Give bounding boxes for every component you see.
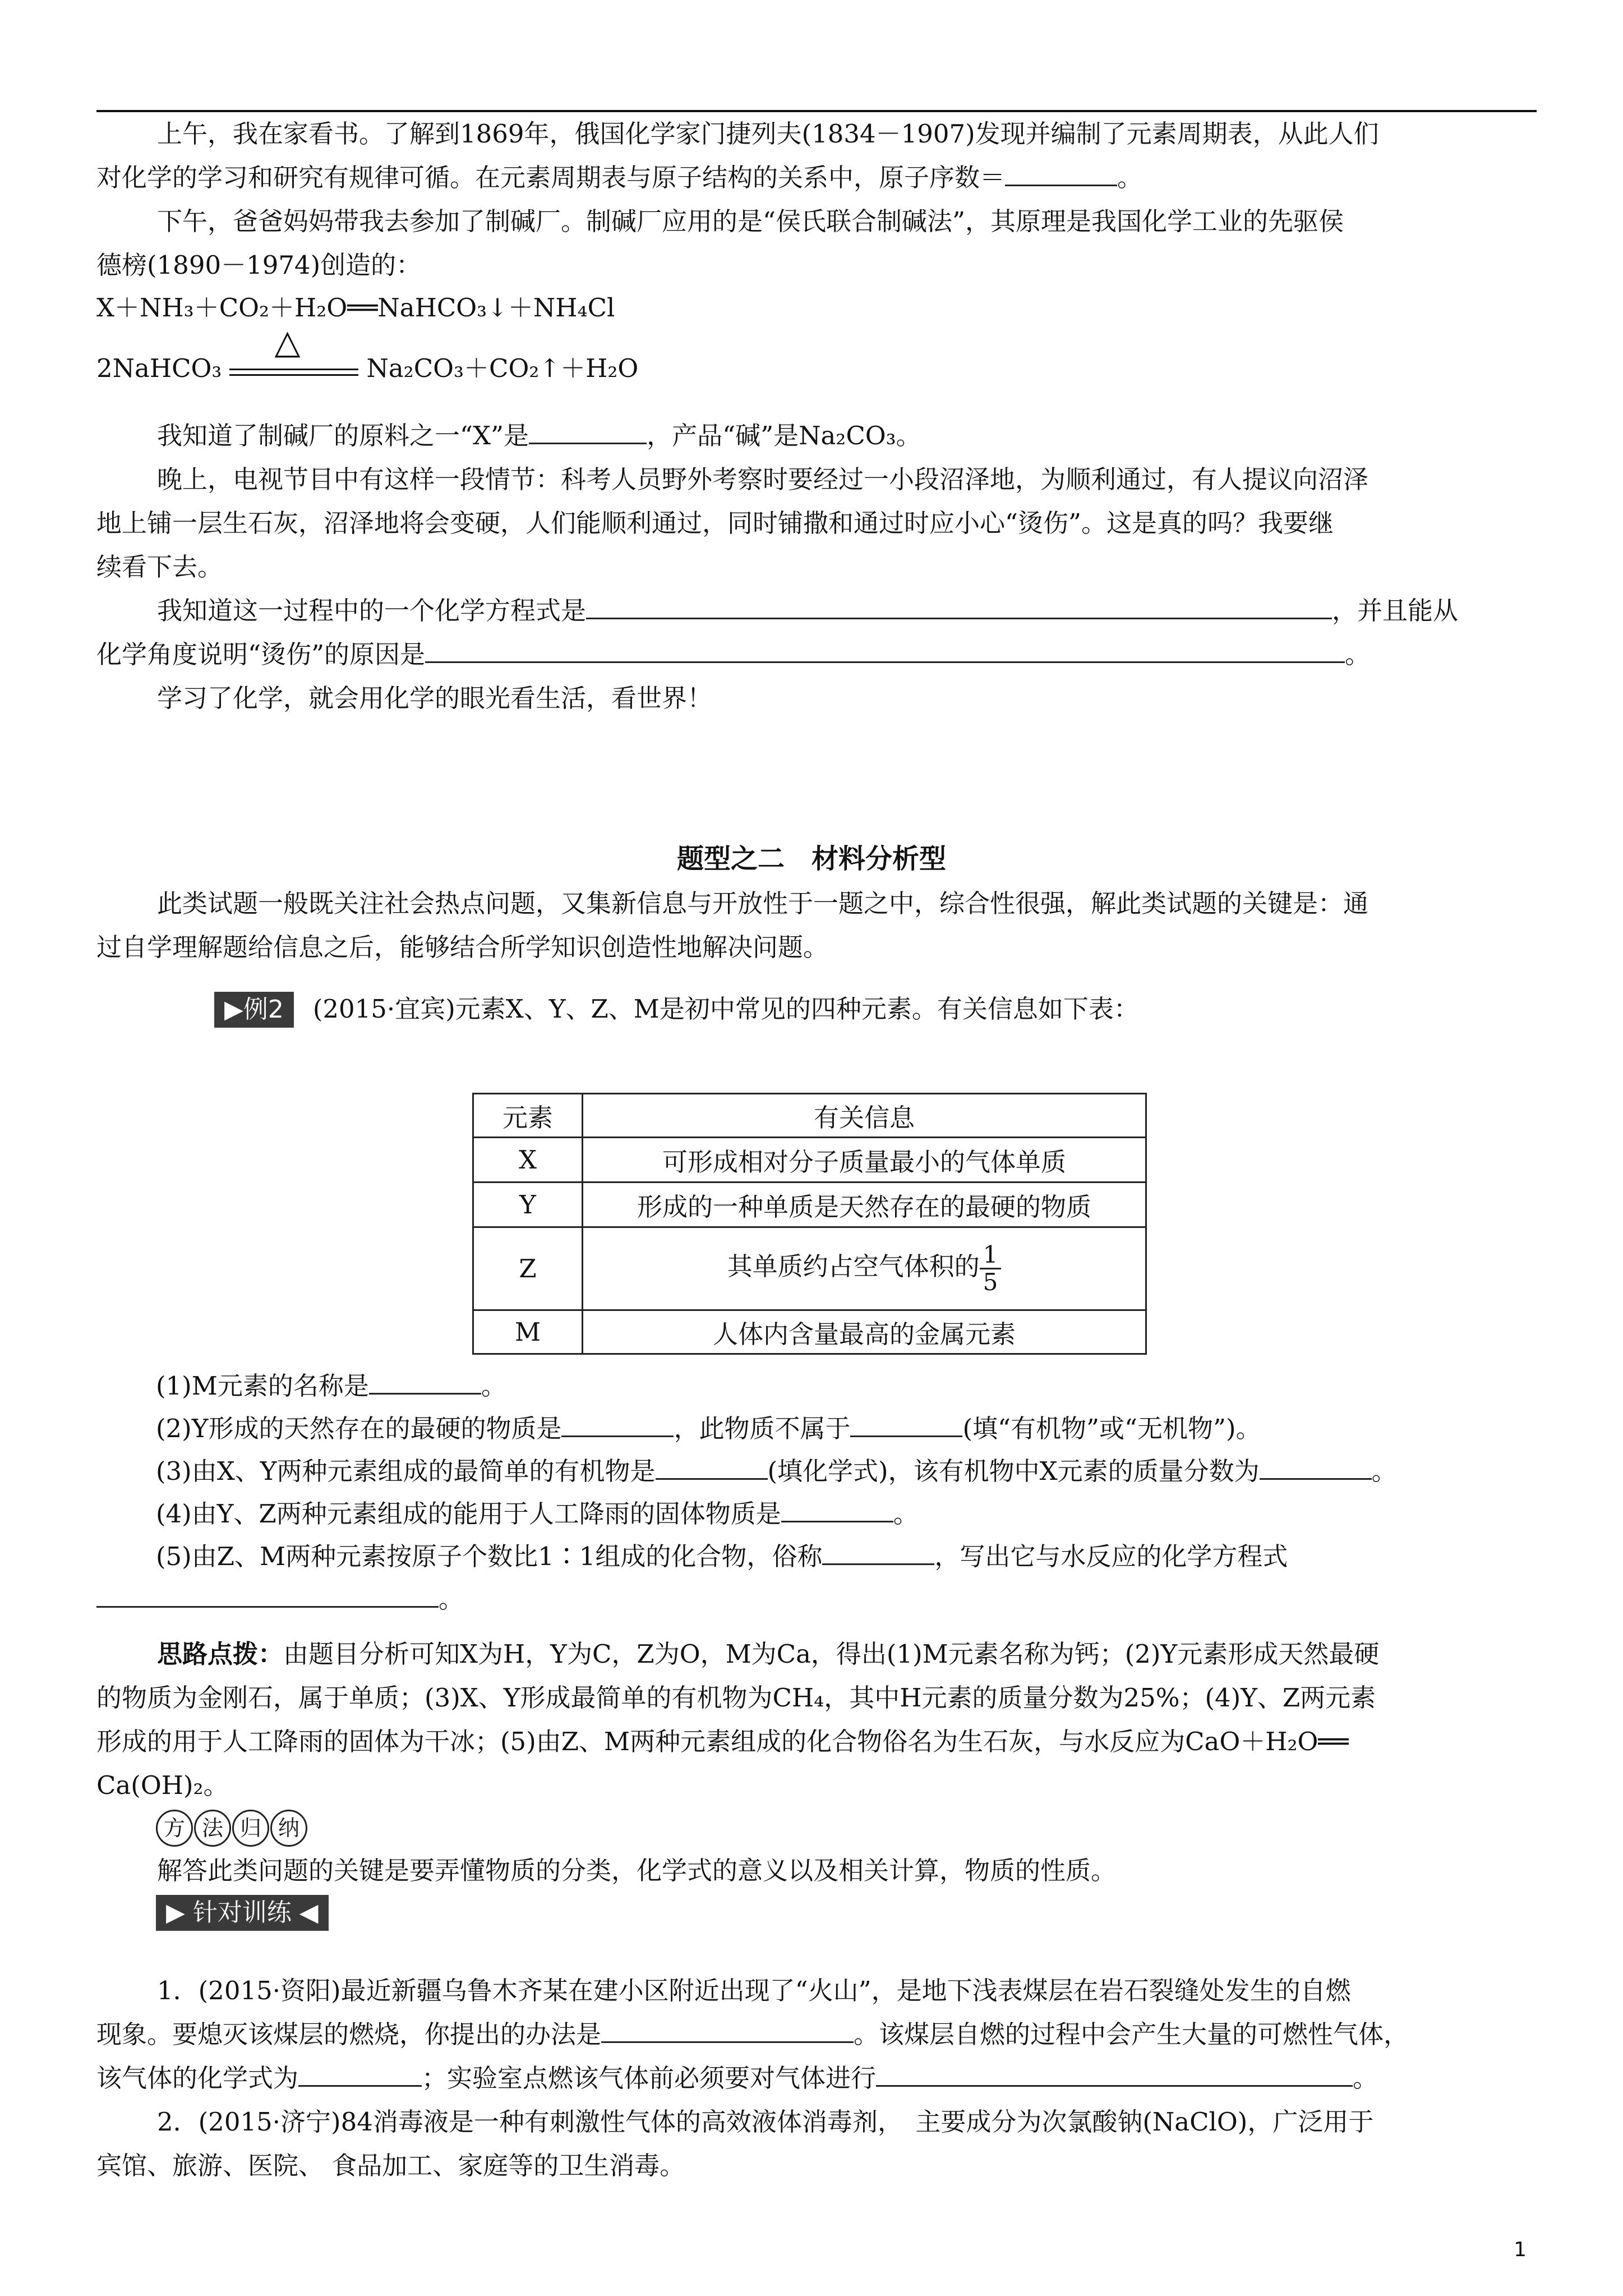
question-4: [156, 1492, 1597, 1536]
question-3: [156, 1450, 1597, 1493]
answer-blank[interactable]: [529, 420, 647, 444]
story-para-4: [96, 458, 1538, 501]
table-cell: X: [473, 1138, 583, 1182]
question-2: [156, 1407, 1597, 1451]
answer-blank[interactable]: [96, 1584, 439, 1608]
table-row: [473, 1310, 1146, 1354]
answer-blank[interactable]: [369, 1370, 481, 1395]
story-para-5: [96, 589, 1538, 633]
question-5: [156, 1535, 1536, 1579]
text: 形成的用于人工降雨的固体为干冰；(5)由Z、M两种元素组成的化合物俗名为生石灰，与水反应为CaO＋H₂O══: [96, 1727, 1349, 1756]
table-cell: M: [473, 1310, 583, 1354]
text: 我知道了制碱厂的原料之一“X”是: [157, 421, 529, 450]
table-row: [473, 1138, 1146, 1182]
text: 此类试题一般既关注社会热点问题，又集新信息与开放性于一题之中，综合性很强，解此类试题的关键是：通: [157, 889, 1369, 918]
text: (5)由Z、M两种元素按原子个数比1∶1组成的化合物，俗称: [156, 1542, 823, 1571]
text: 地上铺一层生石灰，沼泽地将会变硬，人们能顺利通过，同时铺撒和通过时应小心“烫伤”。这是真的吗？我要继: [96, 508, 1334, 538]
text: (3)由X、Y两种元素组成的最简单的有机物是: [156, 1456, 656, 1486]
text: Na₂CO₃＋CO₂↑＋H₂O: [366, 353, 639, 383]
answer-blank[interactable]: [601, 2019, 854, 2043]
answer-blank[interactable]: [561, 1413, 674, 1437]
answer-blank[interactable]: [1260, 1456, 1372, 1480]
text: 化学角度说明“烫伤”的原因是: [96, 639, 426, 669]
text: 。: [439, 1584, 464, 1614]
section-intro-1: [96, 882, 1538, 926]
method-summary-label: [156, 1805, 1597, 1849]
text: 现象。要熄灭该煤层的燃烧，你提出的办法是: [96, 2019, 602, 2049]
story-para-6: [96, 677, 1538, 720]
story-para-1: [96, 112, 1538, 156]
answer-blank[interactable]: [656, 1456, 768, 1480]
text: ，此物质不属于: [674, 1414, 851, 1443]
text: (2)Y形成的天然存在的最硬的物质是: [156, 1414, 562, 1443]
training-tag: ▶ 针对训练 ◀: [156, 1895, 329, 1931]
section-intro-2: [96, 926, 1538, 969]
story-para-4b: [96, 501, 1538, 545]
answer-blank[interactable]: [586, 595, 1332, 619]
page-number: 1: [1514, 2238, 1527, 2261]
practice-1c: [96, 2056, 1538, 2100]
text: Ca(OH)₂。: [96, 1770, 229, 1800]
delta-symbol: △: [274, 322, 301, 362]
table-cell: Y: [473, 1182, 583, 1227]
practice-2: [96, 2100, 1538, 2144]
answer-blank[interactable]: [781, 1498, 893, 1522]
method-summary-icon: [156, 1805, 308, 1849]
answer-blank[interactable]: [425, 639, 1345, 663]
text: (4)由Y、Z两种元素组成的能用于人工降雨的固体物质是: [156, 1499, 781, 1529]
story-para-4c: [96, 545, 1538, 589]
solution-hint-2: [96, 1676, 1538, 1720]
fraction: [980, 1242, 1002, 1295]
example-tag: ▶例2: [214, 992, 294, 1028]
heating-condition-icon: [229, 322, 358, 382]
table-cell: [583, 1227, 1146, 1310]
text: 。: [893, 1499, 919, 1529]
text: (2015·宜宾)元素X、Y、Z、M是初中常见的四种元素。有关信息如下表：: [312, 994, 1139, 1024]
story-para-5b: [96, 633, 1538, 677]
text: 。: [1345, 639, 1371, 669]
text: 由题目分析可知X为H，Y为C，Z为O，M为Ca，得出(1)M元素名称为钙；(2)Y元素形成天然最硬: [283, 1639, 1380, 1669]
method-char: 纳: [270, 1810, 307, 1847]
text: 对化学的学习和研究有规律可循。在元素周期表与原子结构的关系中，原子序数＝: [96, 163, 1006, 192]
fraction-denominator: 5: [983, 1268, 998, 1296]
method-char: 法: [194, 1810, 231, 1847]
text: 学习了化学，就会用化学的眼光看生活，看世界！: [157, 683, 713, 713]
method-char: 方: [156, 1810, 193, 1847]
table-cell: 形成的一种单质是天然存在的最硬的物质: [583, 1182, 1146, 1227]
story-para-2b: [96, 243, 1538, 287]
text: 解答此类问题的关键是要弄懂物质的分类，化学式的意义以及相关计算，物质的性质。: [157, 1856, 1117, 1885]
text: (填“有机物”或“无机物”)。: [962, 1414, 1261, 1443]
text: 其单质约占空气体积的: [727, 1251, 980, 1281]
text: 过自学理解题给信息之后，能够结合所学知识创造性地解决问题。: [96, 932, 829, 962]
hint-label: 思路点拨：: [157, 1639, 284, 1669]
text: 上午，我在家看书。了解到1869年，俄国化学家门捷列夫(1834－1907)发现并编制了元素周期表，从此人们: [157, 119, 1379, 149]
answer-blank[interactable]: [298, 2063, 422, 2087]
method-char: 归: [232, 1810, 269, 1847]
text: 。: [1353, 2063, 1378, 2093]
answer-blank[interactable]: [822, 1541, 934, 1565]
table-row: [473, 1227, 1146, 1310]
table-header-cell: 有关信息: [583, 1094, 1146, 1138]
text: 。: [481, 1371, 506, 1401]
solution-hint-3: [96, 1720, 1538, 1764]
answer-blank[interactable]: [1005, 162, 1117, 186]
text: 1．(2015·资阳)最近新疆乌鲁木齐某在建小区附近出现了“火山”，是地下浅表煤层在岩石裂缝处发生的自燃: [157, 1976, 1351, 2005]
table-cell: Z: [473, 1227, 583, 1310]
text: ，产品“碱”是Na₂CO₃。: [647, 421, 921, 450]
example-2: [214, 987, 1623, 1031]
section-title: 题型之二 材料分析型: [676, 843, 946, 875]
table-cell: 人体内含量最高的金属元素: [583, 1310, 1146, 1354]
training-heading: [156, 1890, 1597, 1934]
text: 德榜(1890－1974)创造的：: [96, 250, 422, 280]
story-para-2: [96, 200, 1538, 243]
text: (1)M元素的名称是: [156, 1371, 369, 1401]
table-row: [473, 1182, 1146, 1227]
text: (填化学式)，该有机物中X元素的质量分数为: [767, 1456, 1260, 1486]
story-para-3: [96, 414, 1538, 458]
solution-hint-4: [96, 1764, 1538, 1807]
solution-hint: [96, 1632, 1538, 1676]
text: 。该煤层自燃的过程中会产生大量的可燃性气体，: [854, 2019, 1409, 2049]
text: 2NaHCO₃: [96, 353, 222, 383]
text: 下午，爸爸妈妈带我去参加了制碱厂。制碱厂应用的是“侯氏联合制碱法”，其原理是我国化学工业的先驱侯: [157, 206, 1344, 236]
fraction-numerator: 1: [980, 1242, 1002, 1269]
text: 。: [1371, 1456, 1397, 1486]
text: 我知道这一过程中的一个化学方程式是: [157, 596, 587, 625]
text: 2．(2015·济宁)84消毒液是一种有刺激性气体的高效液体消毒剂， 主要成分为次氯酸钠(NaClO)，广泛用于: [157, 2107, 1374, 2137]
element-info-table: [472, 1093, 1147, 1355]
text: 续看下去。: [96, 552, 223, 582]
equation-1: [96, 286, 1538, 330]
text: 宾馆、旅游、医院、 食品加工、家庭等的卫生消毒。: [96, 2151, 685, 2180]
text: ，写出它与水反应的化学方程式: [934, 1542, 1288, 1571]
practice-1: [96, 1969, 1538, 2013]
method-summary-text: [96, 1849, 1538, 1893]
story-para-1b: [96, 156, 1538, 200]
practice-2b: [96, 2144, 1538, 2188]
practice-1b: [96, 2013, 1538, 2056]
text: 该气体的化学式为: [96, 2063, 299, 2093]
table-header-cell: 元素: [473, 1094, 583, 1138]
equation-2: [96, 322, 1538, 390]
text: 。: [1117, 163, 1143, 192]
text: ；实验室点燃该气体前必须要对气体进行: [422, 2063, 877, 2093]
text: 晚上，电视节目中有这样一段情节：科考人员野外考察时要经过一小段沼泽地，为顺利通过，有人提议向沼泽: [157, 464, 1369, 494]
table-header-row: [473, 1094, 1146, 1138]
answer-blank[interactable]: [876, 2063, 1353, 2087]
table-cell: 可形成相对分子质量最小的气体单质: [583, 1138, 1146, 1182]
text: 的物质为金刚石，属于单质；(3)X、Y形成最简单的有机物为CH₄，其中H元素的质量分数为25%；(4)Y、Z两元素: [96, 1683, 1376, 1713]
question-5b: [96, 1577, 1538, 1621]
text: X＋NH₃＋CO₂＋H₂O══NaHCO₃↓＋NH₄Cl: [96, 293, 615, 323]
answer-blank[interactable]: [850, 1413, 962, 1437]
question-1: [156, 1364, 1597, 1408]
text: ，并且能从: [1332, 596, 1459, 625]
